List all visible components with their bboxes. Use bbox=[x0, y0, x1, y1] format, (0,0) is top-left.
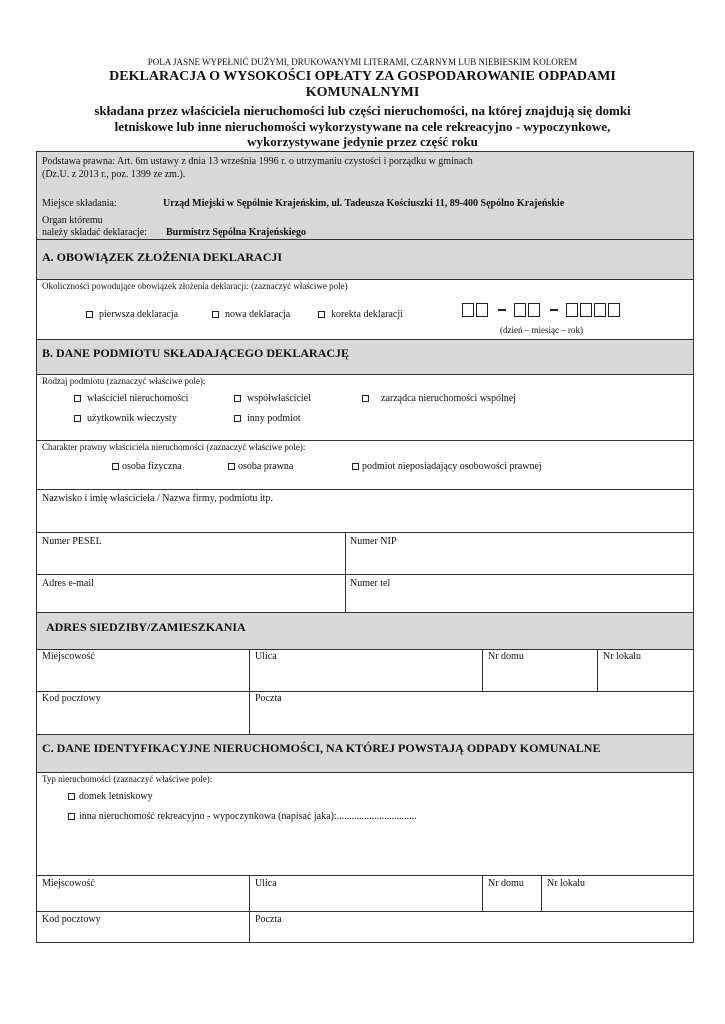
checkbox[interactable] bbox=[68, 793, 75, 800]
option-label: domek letniskowy bbox=[79, 791, 153, 802]
property-type-label: Typ nieruchomości (zaznaczyć właściwe pole): bbox=[42, 774, 213, 784]
divider bbox=[36, 772, 694, 773]
property-flat-no-label[interactable]: Nr lokalu bbox=[547, 878, 586, 889]
property-city-label[interactable]: Miejscowość bbox=[42, 878, 95, 889]
option-label: zarządca nieruchomości wspólnej bbox=[381, 393, 516, 404]
divider bbox=[541, 875, 542, 911]
organ-line1: Organ któremu bbox=[42, 215, 103, 226]
section-c-title: C. DANE IDENTYFIKACYJNE NIERUCHOMOŚCI, NA KTÓREJ POWSTAJĄ ODPADY KOMUNALNE bbox=[42, 741, 601, 755]
form-subtitle-line1: składana przez właściciela nieruchomości lub części nieruchomości, na której znajdują się domki bbox=[94, 103, 631, 118]
organ-value: Burmistrz Sępólna Krajeńskiego bbox=[166, 227, 306, 238]
date-digit-box[interactable] bbox=[528, 303, 540, 317]
divider bbox=[36, 374, 694, 375]
checkbox[interactable] bbox=[86, 311, 93, 318]
option-owner[interactable] bbox=[74, 393, 188, 404]
option-label: współwłaściciel bbox=[247, 393, 311, 404]
option-label: inna nieruchomość rekreacyjno - wypoczynkowa (napisać jaka):................................ bbox=[79, 811, 417, 822]
email-field-label[interactable]: Adres e-mail bbox=[42, 578, 94, 589]
legal-basis-line2: (Dz.U. z 2013 r., poz. 1399 ze zm.). bbox=[42, 169, 186, 180]
checkbox[interactable] bbox=[228, 463, 235, 470]
form-title-line1: DEKLARACJA O WYSOKOŚCI OPŁATY ZA GOSPODAROWANIE ODPADAMI bbox=[109, 69, 616, 84]
address-postal-label[interactable]: Kod pocztowy bbox=[42, 693, 101, 704]
legal-character-label: Charakter prawny właściciela nieruchomości (zaznaczyć właściwe pole): bbox=[42, 442, 306, 452]
date-digit-box[interactable] bbox=[476, 303, 488, 317]
subject-type-label: Rodzaj podmiotu (zaznaczyć właściwe pole): bbox=[42, 376, 206, 386]
divider bbox=[345, 532, 346, 612]
divider bbox=[482, 875, 483, 911]
organ-line2-label: należy składać deklaracje: bbox=[42, 227, 147, 238]
fill-instruction: POLA JASNE WYPEŁNIĆ DUŻYMI, DRUKOWANYMI LITERAMI, CZARNYM LUB NIEBIESKIM KOLOREM bbox=[147, 57, 578, 67]
option-label: inny podmiot bbox=[247, 413, 301, 424]
option-label: nowa deklaracja bbox=[225, 309, 291, 320]
date-input[interactable] bbox=[462, 303, 622, 317]
divider bbox=[482, 649, 483, 691]
option-manager[interactable] bbox=[362, 393, 516, 404]
option-label: właściciel nieruchomości bbox=[87, 393, 189, 404]
nip-field-label[interactable]: Numer NIP bbox=[350, 536, 397, 547]
date-hint: (dzień – miesiąc – rok) bbox=[500, 325, 583, 335]
checkbox[interactable] bbox=[352, 463, 359, 470]
date-separator bbox=[498, 309, 506, 311]
divider bbox=[36, 279, 694, 280]
option-other-recreational[interactable] bbox=[68, 811, 417, 822]
address-street-label[interactable]: Ulica bbox=[255, 651, 277, 662]
checkbox[interactable] bbox=[74, 395, 81, 402]
option-label: korekta deklaracji bbox=[331, 309, 403, 320]
circumstances-label: Okoliczności powodujące obowiązek złożenia deklaracji: (zaznaczyć właściwe pole) bbox=[42, 281, 348, 291]
property-post-label[interactable]: Poczta bbox=[255, 914, 282, 925]
place-label: Miejsce składania: bbox=[42, 198, 117, 209]
address-city-label[interactable]: Miejscowość bbox=[42, 651, 95, 662]
divider bbox=[36, 440, 694, 441]
option-co-owner[interactable] bbox=[234, 393, 311, 404]
option-natural-person[interactable] bbox=[112, 461, 182, 472]
date-digit-box[interactable] bbox=[514, 303, 526, 317]
option-summer-house[interactable] bbox=[68, 791, 153, 802]
option-label: osoba fizyczna bbox=[122, 461, 182, 472]
option-label: podmiot nieposiadający osobowości prawnej bbox=[362, 461, 542, 472]
option-label: użytkownik wieczysty bbox=[87, 413, 177, 424]
legal-basis-line1: Podstawa prawna: Art. 6m ustawy z dnia 13 września 1996 r. o utrzymaniu czystości i porządku w gminach bbox=[42, 156, 473, 167]
divider bbox=[36, 574, 694, 575]
address-house-no-label[interactable]: Nr domu bbox=[488, 651, 524, 662]
divider bbox=[249, 875, 250, 943]
divider bbox=[36, 911, 694, 912]
pesel-field-label[interactable]: Numer PESEL bbox=[42, 536, 102, 547]
address-post-label[interactable]: Poczta bbox=[255, 693, 282, 704]
divider bbox=[36, 489, 694, 490]
divider bbox=[597, 649, 598, 691]
checkbox[interactable] bbox=[318, 311, 325, 318]
option-correction[interactable] bbox=[318, 309, 403, 320]
checkbox[interactable] bbox=[212, 311, 219, 318]
address-flat-no-label[interactable]: Nr lokalu bbox=[603, 651, 642, 662]
option-legal-person[interactable] bbox=[228, 461, 293, 472]
divider bbox=[36, 532, 694, 533]
checkbox[interactable] bbox=[68, 813, 75, 820]
checkbox[interactable] bbox=[234, 395, 241, 402]
checkbox[interactable] bbox=[112, 463, 119, 470]
property-street-label[interactable]: Ulica bbox=[255, 878, 277, 889]
divider bbox=[36, 875, 694, 876]
address-title: ADRES SIEDZIBY/ZAMIESZKANIA bbox=[46, 620, 246, 634]
place-value: Urząd Miejski w Sępólnie Krajeńskim, ul. Tadeusza Kościuszki 11, 89-400 Sępólno Krajeńskie bbox=[163, 198, 565, 209]
checkbox[interactable] bbox=[74, 415, 81, 422]
section-b-title: B. DANE PODMIOTU SKŁADAJĄCEGO DEKLARACJĘ bbox=[42, 346, 350, 360]
form-title-line2: KOMUNALNYMI bbox=[305, 85, 420, 100]
checkbox[interactable] bbox=[234, 415, 241, 422]
option-other-subject[interactable] bbox=[234, 413, 301, 424]
form-subtitle-line3: wykorzystywane jedynie przez część roku bbox=[247, 134, 478, 149]
option-new-declaration[interactable] bbox=[212, 309, 290, 320]
date-digit-box[interactable] bbox=[566, 303, 578, 317]
option-label: osoba prawna bbox=[238, 461, 294, 472]
property-house-no-label[interactable]: Nr domu bbox=[488, 878, 524, 889]
date-digit-box[interactable] bbox=[608, 303, 620, 317]
option-no-legal-personality[interactable] bbox=[352, 461, 542, 472]
date-digit-box[interactable] bbox=[594, 303, 606, 317]
date-separator bbox=[550, 309, 558, 311]
property-postal-label[interactable]: Kod pocztowy bbox=[42, 914, 101, 925]
section-a-title: A. OBOWIĄZEK ZŁOŻENIA DEKLARACJI bbox=[42, 250, 283, 264]
divider bbox=[36, 691, 694, 692]
divider bbox=[36, 649, 694, 650]
date-digit-box[interactable] bbox=[580, 303, 592, 317]
option-first-declaration[interactable] bbox=[86, 309, 178, 320]
date-digit-box[interactable] bbox=[462, 303, 474, 317]
checkbox[interactable] bbox=[362, 395, 369, 402]
option-perpetual-user[interactable] bbox=[74, 413, 177, 424]
phone-field-label[interactable]: Numer tel bbox=[350, 578, 391, 589]
option-label: pierwsza deklaracja bbox=[99, 309, 179, 320]
form-subtitle-line2: letniskowe lub inne nieruchomości wykorzystywane na cele rekreacyjno - wypoczynkowe, bbox=[114, 119, 611, 134]
owner-name-field-label[interactable]: Nazwisko i imię właściciela / Nazwa firmy, podmiotu itp. bbox=[42, 493, 273, 504]
